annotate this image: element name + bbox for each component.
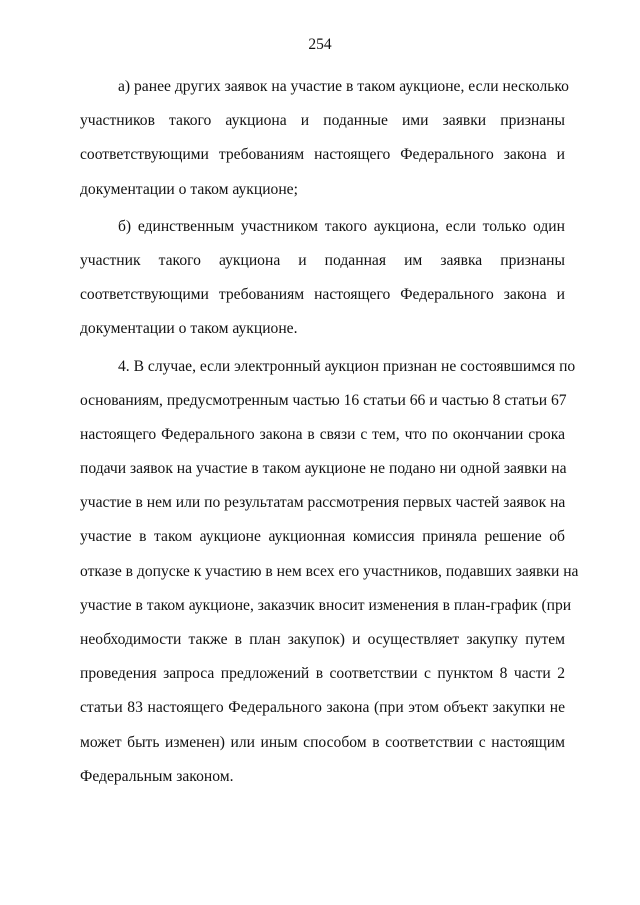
text-line: статьи 83 настоящего Федерального закона (при этом объект закупки не [80,699,565,717]
text-line: проведения запроса предложений в соответствии с пунктом 8 части 2 [80,665,565,683]
text-line: соответствующими требованиям настоящего Федерального закона и [80,286,565,304]
text-line: документации о таком аукционе; [80,180,298,198]
page-number: 254 [308,36,332,53]
paragraph-b [80,210,565,347]
paragraph-a [80,70,569,207]
text-line: основаниям, предусмотренным частью 16 статьи 66 и частью 8 статьи 67 [80,391,567,409]
text-line: 4. В случае, если электронный аукцион признан не состоявшимся по [118,357,576,375]
text-line: отказе в допуске к участию в нем всех его участников, подавших заявки на [80,562,579,580]
text-line: необходимости также в план закупок) и осуществляет закупку путем [80,631,565,648]
document-body [80,70,579,794]
text-line: соответствующими требованиям настоящего Федерального закона и [80,146,565,164]
text-line: может быть изменен) или иным способом в соответствии с настоящим [80,733,565,751]
text-line: участников такого аукциона и поданные ими заявки признаны [80,112,565,130]
text-line: Федеральным законом. [80,767,234,785]
text-line: документации о таком аукционе. [80,320,298,338]
text-line: настоящего Федерального закона в связи с тем, что по окончании срока [80,425,565,443]
paragraph-4 [80,350,579,794]
text-line: участие в таком аукционе, заказчик вносит изменения в план-график (при [80,596,572,614]
text-line: участие в таком аукционе аукционная комиссия приняла решение об [80,528,565,546]
text-line: участие в нем или по результатам рассмотрения первых частей заявок на [80,494,566,512]
text-line: участник такого аукциона и поданная им заявка признаны [80,251,565,269]
text-line: б) единственным участником такого аукциона, если только один [118,217,565,235]
text-line: а) ранее других заявок на участие в таком аукционе, если несколько [118,78,569,95]
text-line: подачи заявок на участие в таком аукционе не подано ни одной заявки на [80,460,567,478]
